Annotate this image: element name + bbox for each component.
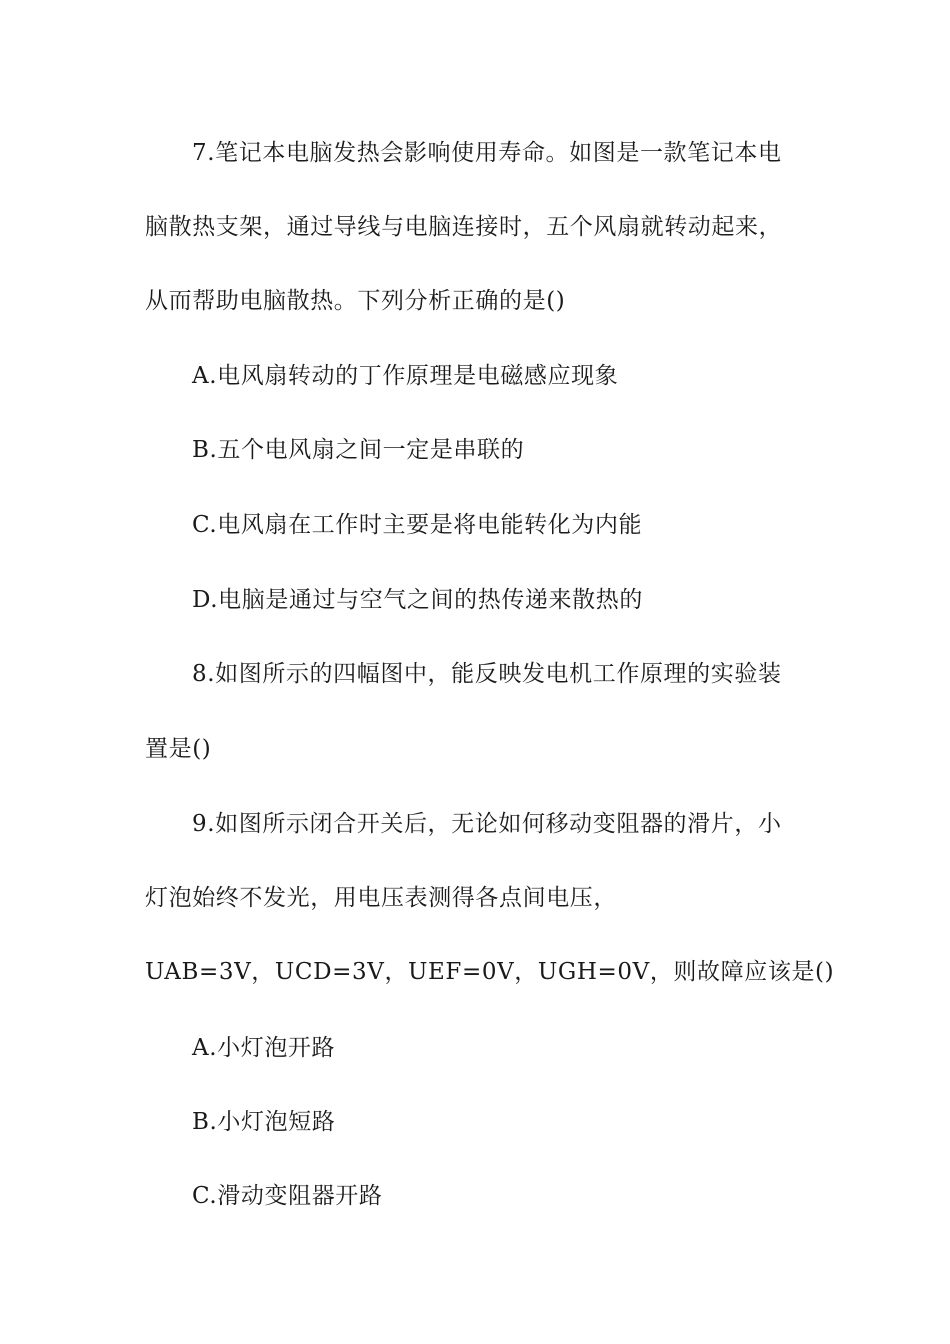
- question-9-text-line-1: 9.如图所示闭合开关后，无论如何移动变阻器的滑片，小: [192, 811, 782, 837]
- question-7-text-line-1: 7.笔记本电脑发热会影响使用寿命。如图是一款笔记本电: [192, 140, 782, 166]
- question-7-option-b: B.五个电风扇之间一定是串联的: [192, 437, 525, 463]
- question-9-text-line-2: 灯泡始终不发光，用电压表测得各点间电压，: [145, 885, 617, 911]
- question-9-option-a: A.小灯泡开路: [192, 1035, 336, 1061]
- question-8-text-line-2: 置是(): [145, 736, 212, 762]
- question-8-text-line-1: 8.如图所示的四幅图中，能反映发电机工作原理的实验装: [192, 661, 782, 687]
- question-9-option-c: C.滑动变阻器开路: [192, 1183, 383, 1209]
- question-7-option-a: A.电风扇转动的丁作原理是电磁感应现象: [192, 363, 619, 389]
- question-7-option-c: C.电风扇在工作时主要是将电能转化为内能: [192, 512, 643, 538]
- question-7-text-line-3: 从而帮助电脑散热。下列分析正确的是(): [145, 288, 566, 314]
- question-9-text-line-3: UAB=3V，UCD=3V，UEF=0V，UGH=0V，则故障应该是(): [145, 959, 835, 985]
- question-7-option-d: D.电脑是通过与空气之间的热传递来散热的: [192, 587, 643, 613]
- question-7-text-line-2: 脑散热支架，通过导线与电脑连接时，五个风扇就转动起来，: [145, 214, 783, 240]
- question-9-option-b: B.小灯泡短路: [192, 1109, 336, 1135]
